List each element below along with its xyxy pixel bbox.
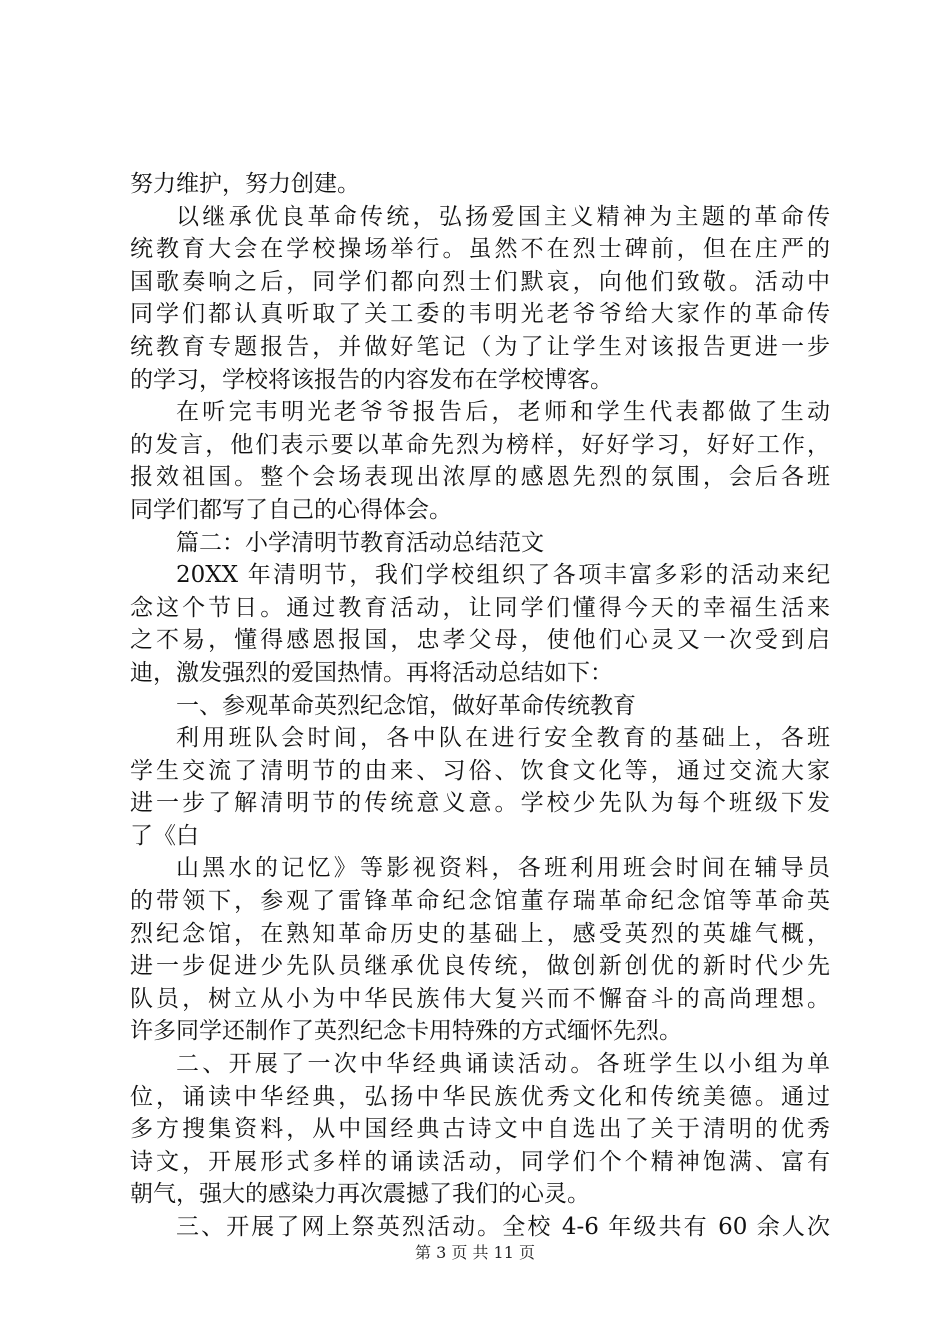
text-line: 诗文，开展形式多样的诵读活动，同学们个个精神饱满、富有: [130, 1148, 830, 1175]
text-line: 进一步了解清明节的传统意义意。学校少先队为每个班级下发: [130, 790, 830, 817]
text-line: 努力维护，努力创建。: [130, 171, 360, 197]
text-line: 了《白: [130, 822, 199, 849]
text-line: 一、参观革命英烈纪念馆，做好革命传统教育: [176, 692, 636, 719]
text-line: 学生交流了清明节的由来、习俗、饮食文化等，通过交流大家: [130, 757, 830, 784]
text-line: 朝气，强大的感染力再次震撼了我们的心灵。: [130, 1181, 590, 1208]
text-line: 迪，激发强烈的爱国热情。再将活动总结如下：: [130, 659, 613, 686]
text-line: 许多同学还制作了英烈纪念卡用特殊的方式缅怀先烈。: [130, 1018, 682, 1045]
text-line: 的发言，他们表示要以革命先烈为榜样，好好学习，好好工作，: [130, 431, 830, 458]
text-line: 的学习，学校将该报告的内容发布在学校博客。: [130, 366, 613, 393]
text-line: 报效祖国。整个会场表现出浓厚的感恩先烈的氛围，会后各班: [130, 464, 830, 491]
text-line: 三、开展了网上祭英烈活动。全校 4-6 年级共有 60 余人次: [176, 1214, 830, 1240]
text-line: 国歌奏响之后，同学们都向烈士们默哀，向他们致敬。活动中: [130, 268, 830, 295]
text-line: 念这个节日。通过教育活动，让同学们懂得今天的幸福生活来: [130, 594, 830, 621]
text-line: 烈纪念馆，在熟知革命历史的基础上，感受英烈的英雄气概，: [130, 920, 830, 947]
text-line: 统教育专题报告，并做好笔记（为了让学生对该报告更进一步: [130, 333, 830, 360]
text-line: 队员，树立从小为中华民族伟大复兴而不懈奋斗的高尚理想。: [130, 985, 830, 1012]
document-body: [130, 168, 830, 1244]
text-line: 同学们都认真听取了关工委的韦明光老爷爷给大家作的革命传: [130, 301, 830, 328]
text-line: 的带领下，参观了雷锋革命纪念馆董存瑞革命纪念馆等革命英: [130, 888, 830, 915]
text-line: 多方搜集资料，从中国经典古诗文中自选出了关于清明的优秀: [130, 1116, 830, 1143]
text-line: 山黑水的记忆》等影视资料，各班利用班会时间在辅导员: [176, 855, 830, 882]
text-line: 同学们都写了自己的心得体会。: [130, 496, 452, 523]
text-line: 位，诵读中华经典，弘扬中华民族优秀文化和传统美德。通过: [130, 1083, 830, 1110]
text-line: 进一步促进少先队员继承优良传统，做创新创优的新时代少先: [130, 953, 830, 980]
text-line: 篇二：小学清明节教育活动总结范文: [176, 529, 544, 556]
text-line: 以继承优良革命传统，弘扬爱国主义精神为主题的革命传: [176, 203, 830, 230]
text-line: 统教育大会在学校操场举行。虽然不在烈士碑前，但在庄严的: [130, 236, 830, 263]
text-line: 利用班队会时间，各中队在进行安全教育的基础上，各班: [176, 725, 830, 752]
page-footer: 第 3 页 共 11 页: [415, 1243, 535, 1262]
text-line: 在听完韦明光老爷爷报告后，老师和学生代表都做了生动: [176, 399, 830, 426]
text-line: 二、开展了一次中华经典诵读活动。各班学生以小组为单: [176, 1051, 830, 1078]
text-line: 20XX 年清明节，我们学校组织了各项丰富多彩的活动来纪: [176, 562, 830, 589]
text-line: 之不易，懂得感恩报国，忠孝父母，使他们心灵又一次受到启: [130, 627, 830, 654]
